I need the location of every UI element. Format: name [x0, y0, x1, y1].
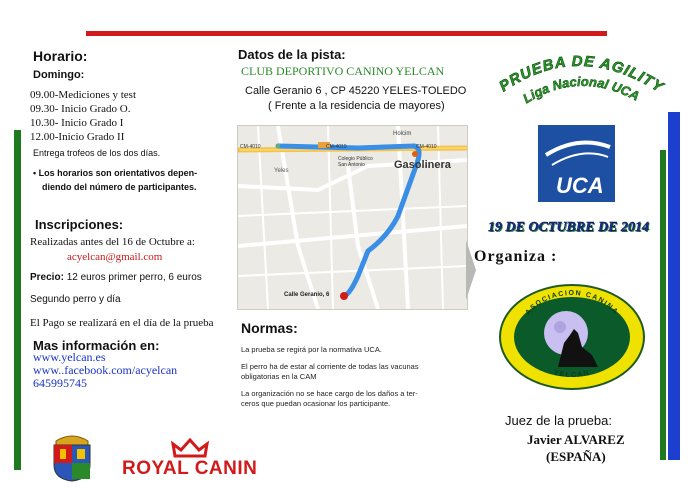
horario-item: 09.00-Mediciones y test	[30, 89, 137, 101]
yelcan-club-logo	[498, 283, 646, 391]
royal-canin-logo: ROYAL CANIN	[122, 458, 258, 479]
normas-paragraph: El perro ha de estar al corriente de todas las vacunas	[241, 362, 419, 371]
road-label: CM-4010	[240, 144, 261, 150]
svg-text:Liga Nacional UCA	[520, 74, 642, 106]
normas-paragraph: La prueba se regirá por la normativa UCA.	[241, 345, 382, 354]
banner-line2: Liga Nacional UCA	[520, 73, 643, 107]
destination-marker	[340, 292, 348, 300]
inscripciones-email[interactable]: acyelcan@gmail.com	[67, 251, 163, 263]
uca-logo-text: UCA	[556, 173, 604, 198]
normas-body	[241, 345, 419, 409]
precio-line	[30, 272, 202, 283]
web-link[interactable]: www.yelcan.es	[33, 350, 106, 364]
colegio-label: Colegio Público San Antonio	[338, 156, 373, 168]
logo-top-text: ASOCIACION CANINA	[524, 290, 620, 317]
normas-paragraph: obligatorias en la CAM	[241, 372, 317, 381]
horario-item: 12.00-Inicio Grado II	[30, 131, 125, 143]
normas-paragraph: ceros que puedan ocasionar los participante.	[241, 399, 391, 408]
info-links	[33, 351, 177, 390]
horario-item: 10.30- Inicio Grado I	[30, 117, 124, 129]
facebook-link[interactable]: www..facebook.com/acyelcan	[33, 363, 178, 377]
inscripciones-deadline: Realizadas antes del 16 de Octubre a:	[30, 236, 195, 248]
road-label: CM-4010	[326, 144, 347, 150]
holcim-label: Holcim	[393, 131, 412, 137]
horario-item: 09.30- Inicio Grado O.	[30, 103, 131, 115]
note-line: Los horarios son orientativos depen-	[38, 168, 198, 178]
precio-label: Precio:	[30, 272, 64, 283]
pista-title: Datos de la pista:	[238, 47, 346, 62]
horario-title: Horario:	[33, 48, 88, 64]
horario-trofeos: Entrega trofeos de los dos días.	[33, 148, 161, 158]
normas-paragraph: La organización no se hace cargo de los daños a ter-	[241, 389, 418, 398]
horario-list	[30, 88, 136, 144]
juez-name: Javier ALVAREZ	[527, 432, 625, 447]
pista-address: Calle Geranio 6 , CP 45220 YELES-TOLEDO	[245, 85, 467, 97]
logo-bottom-text: YELCAN	[552, 369, 592, 380]
map-canvas	[238, 126, 467, 309]
uca-logo	[538, 125, 615, 202]
pago-text: El Pago se realizará en el día de la prueba	[30, 317, 214, 329]
right-blue-bar	[668, 112, 680, 460]
pista-ref: ( Frente a la residencia de mayores)	[268, 100, 445, 112]
note-line: diendo del número de participantes.	[42, 182, 197, 192]
agility-banner	[468, 36, 690, 118]
town-label: Yeles	[274, 168, 289, 174]
banner-line1: PRUEBA DE AGILITY	[496, 52, 667, 97]
juez-title: Juez de la prueba:	[505, 413, 612, 428]
event-date: 19 DE OCTUBRE DE 2014	[488, 220, 650, 235]
royal-canin-crown-icon	[171, 438, 209, 460]
info-title: Mas información en:	[33, 338, 160, 353]
gasolinera-label: Gasolinera	[394, 159, 451, 171]
horario-day: Domingo:	[33, 69, 85, 81]
organiza-label: Organiza :	[474, 248, 558, 265]
horario-note: • Los horarios son orientativos depen- diendo del número de participantes.	[33, 168, 198, 192]
road-label: CM-4010	[416, 144, 437, 150]
destination-label: Calle Geranio, 6	[284, 292, 330, 298]
segundo-perro: Segundo perro y día	[30, 294, 121, 305]
normas-title: Normas:	[241, 320, 298, 336]
precio-value: 12 euros primer perro, 6 euros	[66, 272, 202, 283]
phone-number: 645995745	[33, 376, 87, 390]
left-green-bar	[14, 130, 21, 470]
right-green-bar	[660, 150, 666, 460]
inscripciones-title: Inscripciones:	[35, 217, 124, 232]
juez-country: (ESPAÑA)	[546, 449, 606, 464]
location-map[interactable]	[237, 125, 468, 310]
club-name: CLUB DEPORTIVO CANINO YELCAN	[241, 64, 445, 78]
gasolinera-marker	[412, 151, 418, 157]
coat-of-arms-icon	[50, 431, 94, 483]
